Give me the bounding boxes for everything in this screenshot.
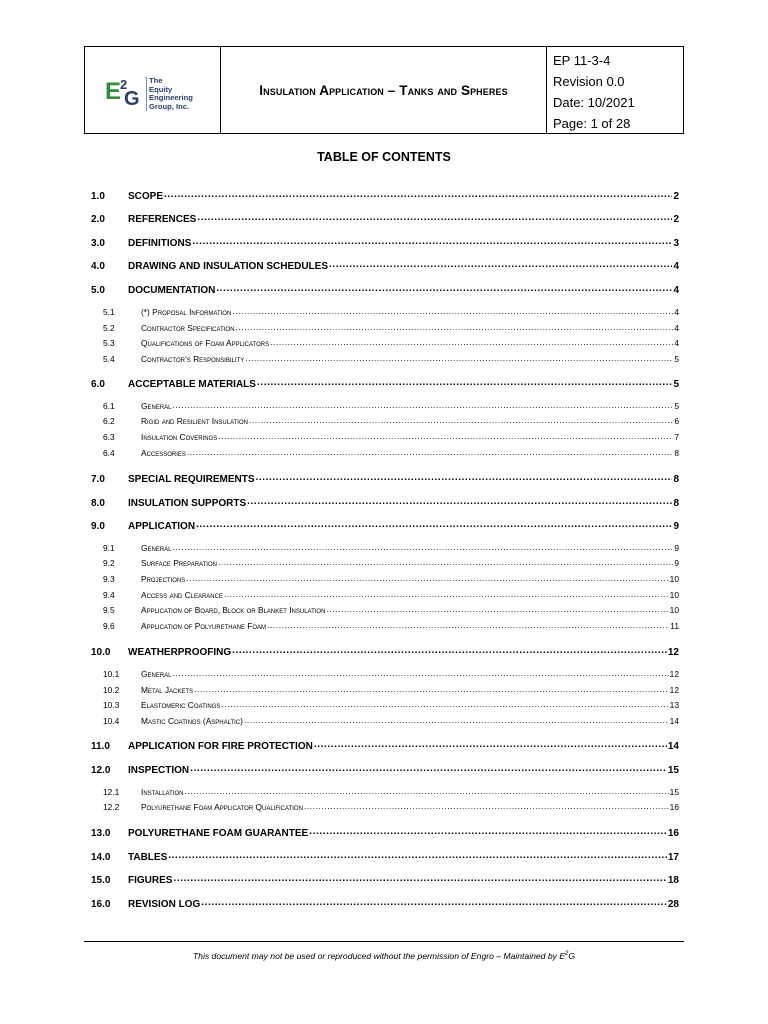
- toc-label: TABLES: [128, 852, 168, 863]
- toc-number: [91, 323, 141, 333]
- toc-label: Installation: [141, 787, 184, 798]
- toc-label: Insulation Coverings: [141, 432, 218, 443]
- toc-page-number: 15: [667, 765, 679, 776]
- toc-page-number: 5: [674, 354, 679, 365]
- logo-divider: [146, 77, 147, 111]
- toc-label: WEATHERPROOFING: [128, 647, 232, 658]
- toc-number: [91, 574, 141, 584]
- toc-number-text: 15.0: [91, 875, 111, 886]
- toc-number-text: 10.3: [103, 700, 120, 711]
- toc-number: [91, 191, 128, 202]
- toc-leader-dots: [257, 377, 672, 387]
- toc-label: INSULATION SUPPORTS: [128, 498, 247, 509]
- toc-leader-dots: [326, 605, 668, 613]
- toc-number: [91, 543, 141, 553]
- toc-leader-dots: [256, 472, 673, 482]
- toc-label: Qualifications of Foam Applicators: [141, 338, 270, 349]
- toc-number: [91, 521, 128, 532]
- toc-label: Metal Jackets: [141, 685, 194, 696]
- toc-number: [91, 214, 128, 225]
- toc-label: SCOPE: [128, 191, 164, 202]
- toc-page-number: 5: [674, 401, 679, 412]
- toc-number-text: 9.5: [103, 605, 115, 616]
- toc-page-number: 6: [674, 416, 679, 427]
- document-title: Insulation Application – Tanks and Spheres: [259, 82, 508, 98]
- toc-number: [91, 605, 141, 615]
- toc-leader-dots: [192, 236, 672, 246]
- document-info-cell: [547, 47, 683, 133]
- toc-leader-dots: [190, 763, 667, 773]
- toc-subsection-link[interactable]: [91, 605, 679, 617]
- toc-number-text: 10.4: [103, 716, 120, 727]
- toc-subsection-link[interactable]: [91, 558, 679, 570]
- toc-section-link[interactable]: [91, 519, 679, 533]
- toc-page-number: 14: [667, 741, 679, 752]
- toc-page-number: 10: [669, 590, 679, 601]
- toc-label: REVISION LOG: [128, 899, 201, 910]
- toc-number: [91, 802, 141, 812]
- toc-label: (*) Proposal Information: [141, 307, 232, 318]
- toc-number: [91, 852, 128, 863]
- toc-section-link[interactable]: [91, 283, 679, 297]
- toc-section-link[interactable]: [91, 850, 679, 864]
- toc-number-text: 6.4: [103, 448, 115, 459]
- toc-leader-dots: [221, 700, 668, 708]
- toc-leader-dots: [304, 802, 669, 810]
- toc-number: [91, 432, 141, 442]
- document-header: [84, 46, 684, 134]
- toc-page-number: 17: [667, 852, 679, 863]
- toc-leader-dots: [218, 558, 673, 566]
- toc-subsection-link[interactable]: [91, 354, 679, 366]
- toc-number-text: 9.3: [103, 574, 115, 585]
- toc-leader-dots: [173, 669, 669, 677]
- toc-page-number: 12: [669, 669, 679, 680]
- toc-number-text: 1.0: [91, 191, 105, 202]
- toc-number-text: 13.0: [91, 828, 111, 839]
- logo-line: Group, Inc.: [149, 101, 190, 111]
- toc-number: [91, 379, 128, 390]
- toc-leader-dots: [197, 212, 672, 222]
- toc-leader-dots: [164, 189, 672, 199]
- toc-number: [91, 238, 128, 249]
- toc-subsection-link[interactable]: [91, 590, 679, 602]
- toc-subsection-link[interactable]: [91, 543, 679, 555]
- toc-page-number: 16: [667, 828, 679, 839]
- toc-label: APPLICATION FOR FIRE PROTECTION: [128, 741, 313, 752]
- toc-number: [91, 828, 128, 839]
- toc-leader-dots: [329, 259, 672, 269]
- toc-number: [91, 474, 128, 485]
- toc-page-number: 9: [674, 543, 679, 554]
- toc-page-number: 2: [673, 191, 679, 202]
- toc-label: Application of Polyurethane Foam: [141, 621, 267, 632]
- toc-leader-dots: [184, 787, 668, 795]
- toc-page-number: 12: [669, 685, 679, 696]
- footer-divider: [84, 941, 684, 942]
- toc-number: [91, 307, 141, 317]
- svg-text:2: 2: [120, 77, 128, 92]
- toc-label: General: [141, 401, 172, 412]
- toc-leader-dots: [187, 448, 673, 456]
- toc-page-number: 2: [673, 214, 679, 225]
- toc-section-link[interactable]: [91, 377, 679, 391]
- toc-subsection-link[interactable]: [91, 685, 679, 697]
- toc-number-text: 10.2: [103, 685, 120, 696]
- toc-label: POLYURETHANE FOAM GUARANTEE: [128, 828, 309, 839]
- toc-page-number: 10: [669, 605, 679, 616]
- toc-number-text: 12.1: [103, 787, 120, 798]
- toc-label: Polyurethane Foam Applicator Qualification: [141, 802, 303, 813]
- toc-label: INSPECTION: [128, 765, 190, 776]
- toc-number-text: 2.0: [91, 214, 105, 225]
- toc-label: Accessories: [141, 448, 186, 459]
- toc-number: [91, 765, 128, 776]
- toc-subsection-link[interactable]: [91, 700, 679, 712]
- toc-leader-dots: [224, 590, 669, 598]
- toc-leader-dots: [232, 645, 667, 655]
- toc-label: REFERENCES: [128, 214, 197, 225]
- toc-number: [91, 741, 128, 752]
- toc-number: [91, 338, 141, 348]
- toc-leader-dots: [235, 323, 673, 331]
- toc-page-number: 4: [674, 338, 679, 349]
- toc-subsection-link[interactable]: [91, 787, 679, 799]
- toc-number-text: 9.2: [103, 558, 115, 569]
- toc-number-text: 4.0: [91, 261, 105, 272]
- toc-subsection-link[interactable]: [91, 432, 679, 444]
- revision: Revision 0.0: [553, 74, 625, 89]
- toc-label: Elastomeric Coatings: [141, 700, 221, 711]
- toc-page-number: 4: [673, 261, 679, 272]
- toc-number: [91, 899, 128, 910]
- toc-page-number: 4: [674, 323, 679, 334]
- toc-page-number: 16: [669, 802, 679, 813]
- toc-number-text: 6.1: [103, 401, 115, 412]
- toc-number: [91, 416, 141, 426]
- toc-number: [91, 285, 128, 296]
- toc-page-number: 3: [673, 238, 679, 249]
- toc-number: [91, 354, 141, 364]
- toc-number: [91, 647, 128, 658]
- toc-page-number: 4: [673, 285, 679, 296]
- toc-page-number: 5: [673, 379, 679, 390]
- toc-page-number: 14: [669, 716, 679, 727]
- toc-label: Surface Preparation: [141, 558, 217, 569]
- toc-leader-dots: [196, 519, 672, 529]
- toc-number-text: 11.0: [91, 741, 110, 752]
- toc-number-text: 6.3: [103, 432, 115, 443]
- toc-subsection-link[interactable]: [91, 621, 679, 633]
- toc-leader-dots: [218, 432, 673, 440]
- document-title-cell: [221, 47, 547, 133]
- toc-number: [91, 558, 141, 568]
- toc-section-link[interactable]: [91, 259, 679, 273]
- toc-number-text: 3.0: [91, 238, 105, 249]
- toc-leader-dots: [245, 354, 673, 362]
- toc-page-number: 9: [673, 521, 679, 532]
- toc-leader-dots: [173, 401, 674, 409]
- toc-number-text: 10.0: [91, 647, 111, 658]
- toc-page-number: 15: [669, 787, 679, 798]
- toc-label: DOCUMENTATION: [128, 285, 216, 296]
- footer-notice: [0, 951, 768, 961]
- toc-number-text: 5.2: [103, 323, 115, 334]
- toc-subsection-link[interactable]: [91, 716, 679, 728]
- toc-subsection-link[interactable]: [91, 802, 679, 814]
- toc-section-link[interactable]: [91, 472, 679, 486]
- toc-number-text: 9.6: [103, 621, 115, 632]
- toc-number-text: 6.0: [91, 379, 105, 390]
- toc-subsection-link[interactable]: [91, 338, 679, 350]
- toc-subsection-link[interactable]: [91, 574, 679, 586]
- toc-number: [91, 787, 141, 797]
- toc-number-text: 14.0: [91, 852, 111, 863]
- toc-number-text: 9.1: [103, 543, 115, 554]
- toc-subsection-link[interactable]: [91, 448, 679, 460]
- toc-section-link[interactable]: [91, 212, 679, 226]
- toc-page-number: 28: [667, 899, 679, 910]
- toc-number: [91, 401, 141, 411]
- svg-text:G: G: [124, 88, 140, 107]
- toc-page-number: 11: [670, 621, 679, 632]
- e2g-logo-icon: [105, 75, 145, 107]
- toc-page-number: 8: [673, 474, 679, 485]
- toc-number: [91, 700, 141, 710]
- toc-leader-dots: [247, 496, 672, 506]
- toc-number: [91, 621, 141, 631]
- logo-line: The: [149, 76, 163, 85]
- toc-number-text: 8.0: [91, 498, 105, 509]
- toc-section-link[interactable]: [91, 873, 679, 887]
- logo-line: Equity: [149, 84, 173, 94]
- toc-label: Contractor Specification: [141, 323, 235, 334]
- toc-number-text: 7.0: [91, 474, 105, 485]
- toc-section-link[interactable]: [91, 645, 679, 659]
- toc-leader-dots: [201, 897, 667, 907]
- toc-leader-dots: [194, 685, 669, 693]
- toc-leader-dots: [173, 873, 666, 883]
- toc-label: FIGURES: [128, 875, 173, 886]
- toc-section-link[interactable]: [91, 763, 679, 777]
- toc-subsection-link[interactable]: [91, 416, 679, 428]
- toc-number: [91, 261, 128, 272]
- toc-label: Contractor’s Responsibility: [141, 354, 245, 365]
- toc-page-number: 7: [674, 432, 679, 443]
- toc-number-text: 6.2: [103, 416, 115, 427]
- toc-subsection-link[interactable]: [91, 669, 679, 681]
- logo-line: Engineering: [149, 93, 193, 102]
- toc-number: [91, 498, 128, 509]
- toc-section-link[interactable]: [91, 236, 679, 250]
- toc-number: [91, 875, 128, 886]
- toc-leader-dots: [267, 621, 669, 629]
- toc-section-link[interactable]: [91, 897, 679, 911]
- toc-leader-dots: [216, 283, 672, 293]
- toc-leader-dots: [168, 850, 667, 860]
- toc-section-link[interactable]: [91, 189, 679, 203]
- toc-label: SPECIAL REQUIREMENTS: [128, 474, 255, 485]
- toc-page-number: 10: [669, 574, 679, 585]
- toc-page-number: 18: [667, 875, 679, 886]
- logo-company-name: [149, 77, 193, 111]
- toc-number-text: 5.3: [103, 338, 115, 349]
- footer-suffix: G: [568, 951, 576, 961]
- doc-number: EP 11-3-4: [553, 53, 611, 68]
- toc-label: Projections: [141, 574, 186, 585]
- toc-label: ACCEPTABLE MATERIALS: [128, 379, 256, 390]
- toc-leader-dots: [232, 307, 673, 315]
- toc-label: General: [141, 543, 172, 554]
- toc-section-link[interactable]: [91, 826, 679, 840]
- doc-date: Date: 10/2021: [553, 95, 635, 110]
- toc-number-text: 10.1: [103, 669, 120, 680]
- toc-page-number: 9: [674, 558, 679, 569]
- toc-number: [91, 669, 141, 679]
- toc-subsection-link[interactable]: [91, 307, 679, 319]
- toc-page-number: 12: [667, 647, 679, 658]
- toc-leader-dots: [244, 716, 669, 724]
- toc-label: APPLICATION: [128, 521, 196, 532]
- toc-number-text: 12.0: [91, 765, 111, 776]
- toc-leader-dots: [186, 574, 668, 582]
- svg-text:E: E: [105, 78, 122, 105]
- toc-number-text: 9.0: [91, 521, 105, 532]
- toc-label: General: [141, 669, 172, 680]
- toc-heading: TABLE OF CONTENTS: [317, 150, 451, 164]
- toc-number-text: 5.4: [103, 354, 115, 365]
- footer-superscript: 2: [565, 951, 569, 958]
- toc-section-link[interactable]: [91, 739, 679, 753]
- toc-number-text: 5.1: [103, 307, 115, 318]
- toc-number: [91, 685, 141, 695]
- toc-number-text: 5.0: [91, 285, 105, 296]
- toc-section-link[interactable]: [91, 496, 679, 510]
- toc-page-number: 8: [673, 498, 679, 509]
- toc-number-text: 16.0: [91, 899, 111, 910]
- toc-leader-dots: [270, 338, 673, 346]
- footer-text: This document may not be used or reproduced without the permission of Engro – Maintained by E: [192, 951, 566, 961]
- toc-page-number: 13: [669, 700, 679, 711]
- toc-label: Application of Board, Block or Blanket Insulation: [141, 605, 326, 616]
- toc-leader-dots: [309, 826, 667, 836]
- toc-page-number: 8: [674, 448, 679, 459]
- toc-number: [91, 448, 141, 458]
- toc-leader-dots: [249, 416, 673, 424]
- toc-label: DRAWING AND INSULATION SCHEDULES: [128, 261, 328, 272]
- toc-number-text: 9.4: [103, 590, 115, 601]
- toc-label: Rigid and Resilient Insulation: [141, 416, 248, 427]
- toc-subsection-link[interactable]: [91, 323, 679, 335]
- toc-number-text: 12.2: [103, 802, 120, 813]
- toc-label: Mastic Coatings (Asphaltic): [141, 716, 243, 727]
- toc-number: [91, 590, 141, 600]
- toc-label: Access and Clearance: [141, 590, 223, 601]
- toc-number: [91, 716, 141, 726]
- toc-leader-dots: [173, 543, 674, 551]
- page-number: Page: 1 of 28: [553, 116, 631, 131]
- company-logo: [85, 47, 221, 133]
- toc-subsection-link[interactable]: [91, 401, 679, 413]
- toc-page-number: 4: [674, 307, 679, 318]
- toc-leader-dots: [314, 739, 667, 749]
- toc-label: DEFINITIONS: [128, 238, 192, 249]
